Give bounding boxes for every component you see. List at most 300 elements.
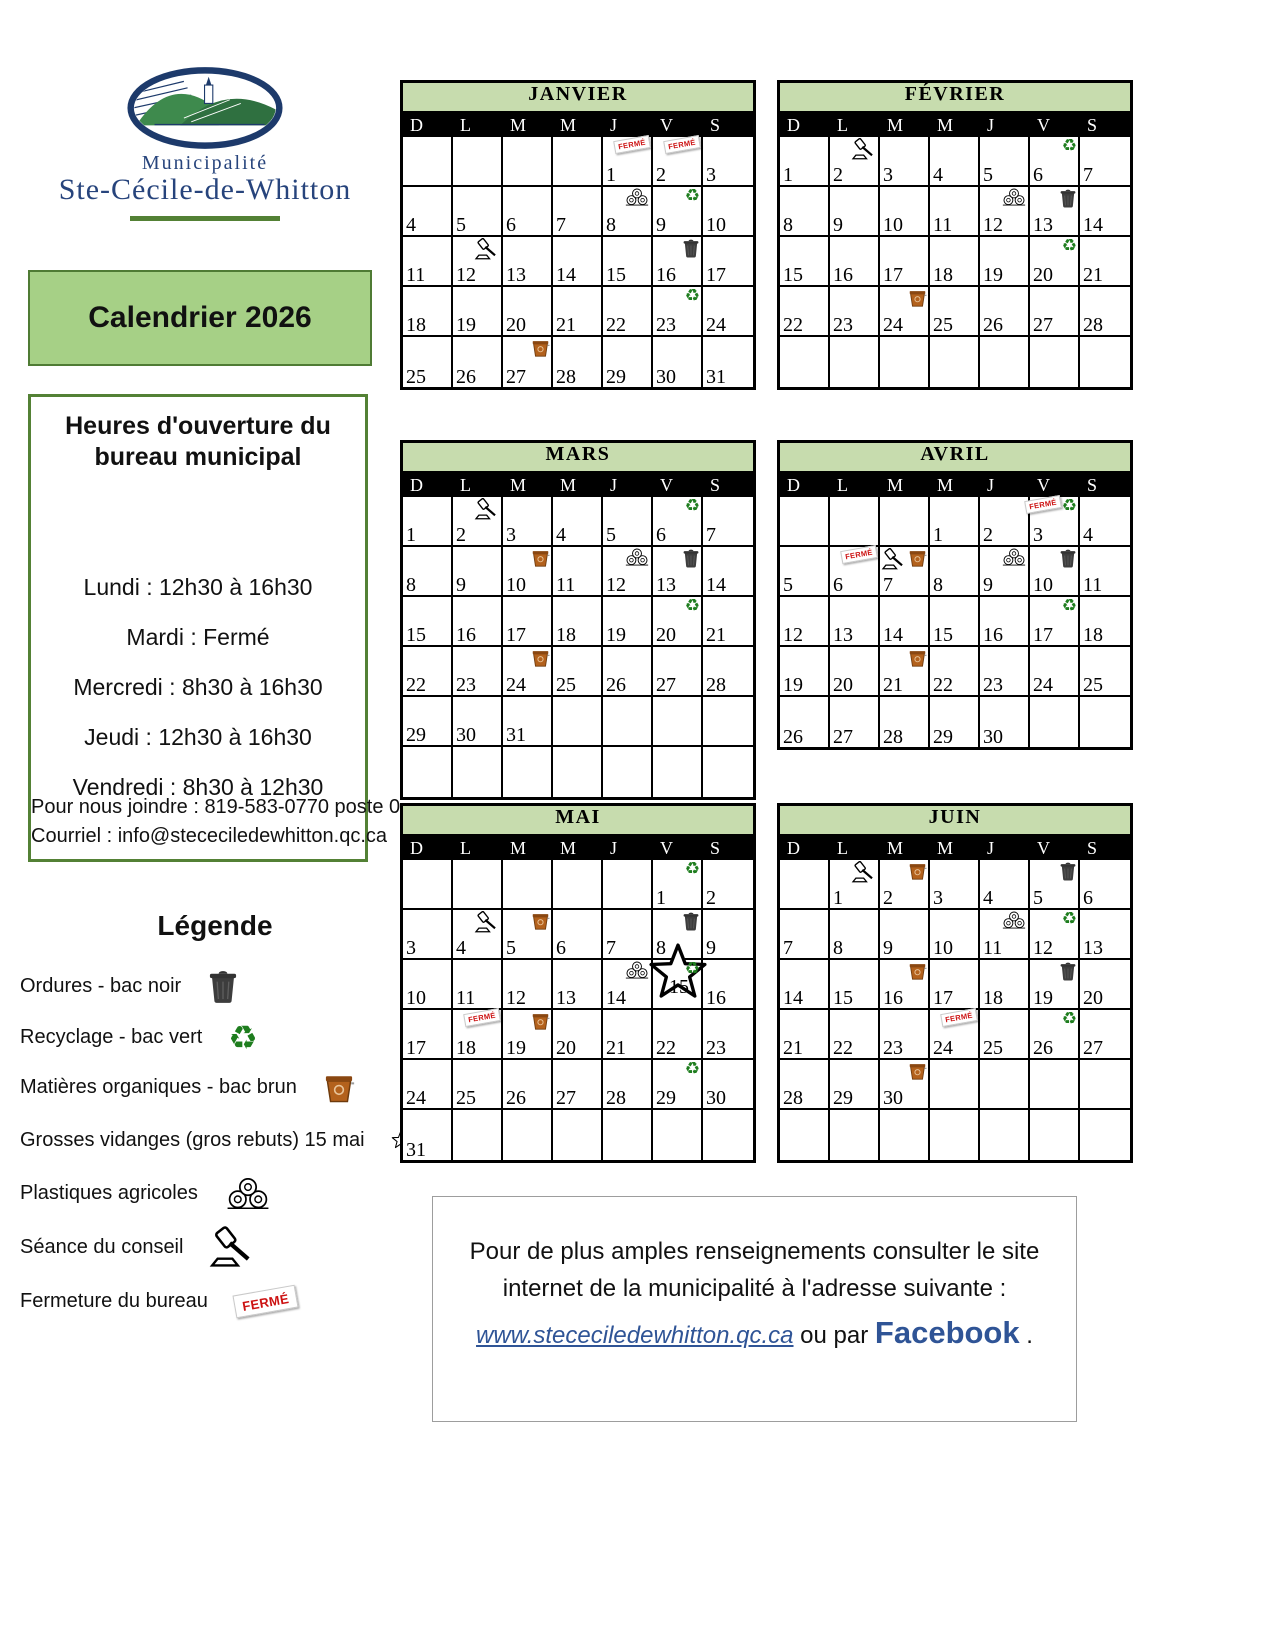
day-number: 24 [933,1037,953,1059]
dow-header-cell: M [937,115,954,135]
day-icons [685,861,700,878]
day-icons [1062,911,1077,928]
day-number: 26 [456,366,476,388]
day-number: 19 [1033,987,1053,1009]
day-cell [1030,860,1080,910]
dow-header-cell: J [987,838,995,858]
day-number: 14 [783,987,803,1009]
day-number: 7 [883,574,893,596]
day-cell [603,747,653,797]
day-cell [980,497,1030,547]
day-cell [880,237,930,287]
day-cell [453,547,503,597]
day-cell [880,960,930,1010]
day-cell [830,647,880,697]
day-number: 22 [933,674,953,696]
day-number: 15 [669,976,689,998]
day-number: 31 [406,1139,426,1161]
day-number: 3 [706,164,716,186]
dow-header-cell: S [1087,115,1098,135]
day-cell [1080,547,1130,597]
legend-item-recycle [20,1017,410,1057]
day-icons [851,861,877,883]
day-icons [1062,1011,1077,1028]
day-number: 24 [706,314,726,336]
day-cell [403,647,453,697]
day-cell [453,187,503,237]
recycle-icon: ♻ [684,596,700,616]
day-cell [1080,697,1130,747]
day-cell [603,287,653,337]
recycle-icon: ♻ [684,286,700,306]
day-cell [653,960,703,1010]
brown-icon [908,288,927,307]
day-cell [603,547,653,597]
recycle-icon: ♻ [684,859,700,879]
day-cell [653,287,703,337]
day-number: 6 [556,937,566,959]
month-title: JUIN [780,806,1130,836]
day-number: 30 [983,726,1003,748]
day-number: 16 [883,987,903,1009]
day-number: 28 [556,366,576,388]
day-cell [980,697,1030,747]
day-cell [880,597,930,647]
day-cell [780,1110,830,1160]
info-end-text: . [1019,1322,1033,1350]
day-cell [703,747,753,797]
day-number: 17 [883,264,903,286]
day-cell [980,237,1030,287]
day-number: 1 [406,524,416,546]
day-cell [980,960,1030,1010]
day-number: 22 [606,314,626,336]
day-cell [403,1110,453,1160]
day-number: 27 [556,1087,576,1109]
day-number: 24 [883,314,903,336]
day-number: 29 [606,366,626,388]
day-number: 1 [833,887,843,909]
day-cell [780,237,830,287]
hay-icon [624,961,650,979]
day-cell [653,1010,703,1060]
info-line1: Pour de plus amples renseignements consulter le site [469,1238,1040,1265]
day-number: 3 [883,164,893,186]
dow-header-cell: M [937,475,954,495]
day-number: 20 [1083,987,1103,1009]
recycle-icon: ♻ [684,959,700,979]
day-number: 3 [933,887,943,909]
day-number: 18 [406,314,426,336]
day-cell [830,287,880,337]
day-number: 16 [833,264,853,286]
day-cell [503,647,553,697]
dow-header-cell: M [887,115,904,135]
day-number: 12 [1033,937,1053,959]
day-number: 1 [933,524,943,546]
day-cell [980,910,1030,960]
trash-icon [682,238,700,258]
day-number: 13 [1033,214,1053,236]
day-number: 26 [606,674,626,696]
day-icons [1062,138,1077,155]
day-cell [780,910,830,960]
day-cell [503,697,553,747]
day-cell [503,497,553,547]
day-number: 7 [783,937,793,959]
brown-icon [323,1071,355,1103]
day-cell [1080,1060,1130,1110]
day-cell [453,287,503,337]
day-cell [603,860,653,910]
day-cell [653,237,703,287]
month-mai [400,803,756,1163]
day-number: 31 [706,366,726,388]
day-number: 6 [506,214,516,236]
day-cell [703,337,753,387]
day-icons [908,861,927,880]
day-cell [453,237,503,287]
day-icons [531,548,550,567]
gavel-icon [474,911,500,933]
month-title: AVRIL [780,443,1130,473]
day-number: 10 [1033,574,1053,596]
month-janvier [400,80,756,390]
day-cell [553,597,603,647]
day-cell [1030,960,1080,1010]
day-icons [1059,548,1077,568]
day-cell [503,910,553,960]
dow-header-cell: V [1037,115,1050,135]
day-number: 4 [933,164,943,186]
day-cell [830,337,880,387]
day-cell [553,337,603,387]
day-number: 17 [406,1037,426,1059]
day-number: 13 [833,624,853,646]
day-number: 2 [456,524,466,546]
trash-icon [1059,861,1077,881]
day-cell [1030,1010,1080,1060]
day-number: 17 [933,987,953,1009]
day-cell [553,910,603,960]
day-icons [1062,598,1077,615]
dow-header-cell: S [710,115,721,135]
day-number: 6 [833,574,843,596]
day-number: 25 [406,366,426,388]
day-number: 12 [506,987,526,1009]
day-cell [830,960,880,1010]
day-cell [453,1060,503,1110]
day-cell [1080,337,1130,387]
day-cell [1030,910,1080,960]
legend-label: Plastiques agricoles [20,1181,198,1204]
day-cell [980,647,1030,697]
office-hours-line: Lundi : 12h30 à 16h30 [83,573,313,600]
website-link[interactable]: www.stececiledewhitton.qc.ca [476,1322,794,1350]
phone-line: Pour nous joindre : 819-583-0770 poste 0 [31,796,401,818]
gavel-icon [474,498,500,520]
day-cell [1030,497,1080,547]
legend-label: Ordures - bac noir [20,974,182,997]
day-cell [453,747,503,797]
logo-underline [130,216,280,221]
day-cell [653,597,703,647]
day-icons [682,238,700,258]
dow-header-cell: L [837,115,848,135]
day-number: 7 [706,524,716,546]
day-cell [553,137,603,187]
day-cell [1080,1010,1130,1060]
recycle-icon: ♻ [684,186,700,206]
day-of-week-header [780,473,1130,497]
day-number: 4 [1083,524,1093,546]
day-cell [703,287,753,337]
day-icons [682,548,700,568]
office-hours-line: Mardi : Fermé [126,623,270,650]
day-number: 12 [783,624,803,646]
day-cell [453,337,503,387]
day-number: 6 [1033,164,1043,186]
day-number: 23 [883,1037,903,1059]
day-number: 26 [783,726,803,748]
day-cell [553,547,603,597]
day-icons [841,548,877,561]
dow-header-cell: M [887,838,904,858]
day-number: 14 [556,264,576,286]
day-cell [880,497,930,547]
day-number: 14 [883,624,903,646]
dow-header-cell: L [460,115,471,135]
day-number: 24 [1033,674,1053,696]
recycle-icon: ♻ [684,496,700,516]
day-cell [980,1110,1030,1160]
day-number: 30 [656,366,676,388]
day-cell [603,910,653,960]
day-cell [703,697,753,747]
day-number: 27 [656,674,676,696]
day-cell [830,137,880,187]
recycle-icon: ♻ [228,1017,258,1057]
dow-header-cell: V [660,115,673,135]
day-cell [403,497,453,547]
day-cell [880,1060,930,1110]
day-number: 8 [933,574,943,596]
dow-header-cell: D [787,115,800,135]
day-cell [880,337,930,387]
office-hours-line: Vendredi : 8h30 à 12h30 [72,773,324,800]
day-number: 23 [456,674,476,696]
ferme-sign-icon: FERMÉ [232,1284,298,1318]
info-line2: internet de la municipalité à l'adresse suivante : [502,1275,1007,1303]
day-cell [930,337,980,387]
day-cell [653,860,703,910]
day-cell [703,1060,753,1110]
day-of-week-header [403,836,753,860]
office-hours-schedule [31,574,365,801]
day-icons [1001,188,1027,206]
day-number: 16 [983,624,1003,646]
day-number: 18 [983,987,1003,1009]
day-cell [653,747,703,797]
weeks-grid [780,497,1130,747]
day-cell [830,1010,880,1060]
day-icons [908,1061,927,1080]
day-cell [603,1110,653,1160]
brown-icon [908,1061,927,1080]
recycle-icon: ♻ [1061,1009,1077,1029]
office-hours-title-line1: Heures d'ouverture du [65,412,331,440]
dow-header-cell: J [610,838,618,858]
contact-info [31,793,401,851]
day-cell [830,697,880,747]
day-cell [403,860,453,910]
ferme-sign-icon: FERMÉ [1024,495,1061,514]
day-number: 19 [983,264,1003,286]
day-cell [403,547,453,597]
day-icons [682,911,700,931]
dow-header-cell: D [787,475,800,495]
dow-header-cell: L [837,838,848,858]
month-title: JANVIER [403,83,753,113]
day-cell [930,137,980,187]
day-cell [1080,1110,1130,1160]
dow-header-cell: D [410,838,423,858]
gavel-icon [881,548,907,570]
day-number: 2 [883,887,893,909]
day-number: 7 [606,937,616,959]
day-cell [930,860,980,910]
day-icons [685,961,700,978]
ferme-sign-icon: FERMÉ [613,135,650,154]
day-icons [685,598,700,615]
day-cell [653,497,703,547]
day-cell [930,1060,980,1110]
day-number: 25 [933,314,953,336]
day-number: 8 [656,937,666,959]
day-cell [703,910,753,960]
legend-title: Légende [157,910,273,941]
day-cell [553,287,603,337]
day-cell [980,547,1030,597]
day-number: 13 [506,264,526,286]
day-cell [703,860,753,910]
day-cell [453,697,503,747]
day-cell [653,187,703,237]
dow-header-cell: J [610,115,618,135]
day-cell [653,547,703,597]
day-icons [685,288,700,305]
day-cell [503,597,553,647]
day-number: 10 [933,937,953,959]
day-number: 15 [933,624,953,646]
day-number: 29 [406,724,426,746]
day-number: 20 [506,314,526,336]
day-cell [780,337,830,387]
day-number: 9 [456,574,466,596]
day-cell [653,1110,703,1160]
day-cell [1080,960,1130,1010]
brown-icon [531,338,550,357]
legend-label: Matières organiques - bac brun [20,1075,297,1098]
day-cell [703,237,753,287]
day-cell [403,597,453,647]
day-cell [1030,597,1080,647]
dow-header-cell: L [460,838,471,858]
month-title: FÉVRIER [780,83,1130,113]
legend-item-brown [20,1070,410,1104]
day-cell [780,1010,830,1060]
day-cell [453,497,503,547]
day-cell [553,1110,603,1160]
day-cell [880,547,930,597]
municipality-crest-icon [127,66,283,150]
email-line: Courriel : info@stececiledewhitton.qc.ca [31,825,388,847]
ferme-sign-icon: FERMÉ [940,1008,977,1027]
day-cell [880,1110,930,1160]
dow-header-cell: V [660,838,673,858]
day-number: 23 [706,1037,726,1059]
day-cell [980,287,1030,337]
day-icons [531,338,550,357]
day-cell [980,597,1030,647]
dow-header-cell: M [510,115,527,135]
day-cell [553,187,603,237]
day-cell [780,287,830,337]
weeks-grid [403,497,753,797]
day-number: 19 [783,674,803,696]
day-cell [1030,697,1080,747]
office-hours-line: Jeudi : 12h30 à 16h30 [84,723,312,750]
day-icons [531,911,550,930]
dow-header-cell: V [1037,475,1050,495]
day-cell [1080,597,1130,647]
day-cell [880,287,930,337]
day-cell [980,1060,1030,1110]
dow-header-cell: S [710,838,721,858]
day-cell [453,1010,503,1060]
day-number: 19 [606,624,626,646]
day-of-week-header [780,836,1130,860]
dow-header-cell: J [987,475,995,495]
dow-header-cell: S [710,475,721,495]
day-of-week-header [780,113,1130,137]
day-cell [603,1010,653,1060]
municipality-logo [40,66,370,221]
hay-icon [1001,911,1027,929]
day-cell [1030,187,1080,237]
day-number: 28 [783,1087,803,1109]
day-cell [1030,547,1080,597]
day-number: 11 [456,987,476,1009]
day-icons [1025,498,1077,515]
hay-icon [1001,188,1027,206]
day-cell [553,747,603,797]
day-number: 10 [706,214,726,236]
day-number: 30 [883,1087,903,1109]
day-cell [553,960,603,1010]
gavel-icon [851,861,877,883]
day-number: 4 [983,887,993,909]
day-icons [1059,961,1077,981]
dow-header-cell: S [1087,475,1098,495]
day-cell [1080,187,1130,237]
day-number: 11 [556,574,576,596]
facebook-link[interactable]: Facebook [874,1315,1020,1351]
day-number: 2 [833,164,843,186]
day-number: 28 [1083,314,1103,336]
day-cell [780,960,830,1010]
dow-header-cell: M [510,475,527,495]
